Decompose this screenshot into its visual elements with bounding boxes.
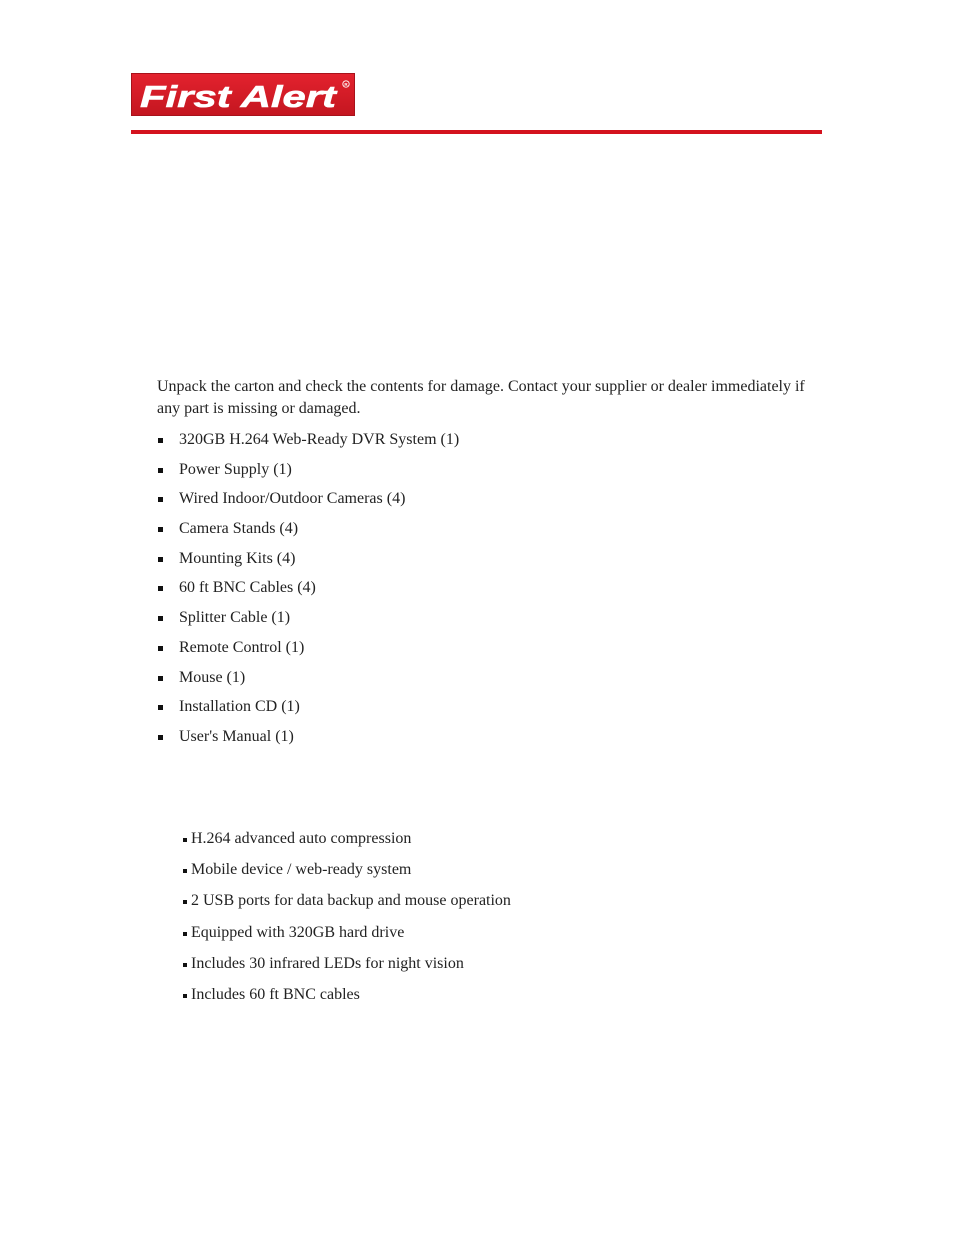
bullet-square-icon bbox=[158, 497, 163, 502]
first-alert-logo bbox=[131, 73, 355, 116]
bullet-square-icon bbox=[158, 468, 163, 473]
logo-wordmark bbox=[132, 74, 354, 115]
list-item: Mounting Kits (4) bbox=[157, 548, 459, 578]
svg-text:R: R bbox=[344, 82, 348, 87]
list-item: Splitter Cable (1) bbox=[157, 607, 459, 637]
list-item: Installation CD (1) bbox=[157, 696, 459, 726]
list-item: Equipped with 320GB hard drive bbox=[181, 922, 511, 953]
bullet-square-icon bbox=[158, 438, 163, 443]
bullet-square-icon bbox=[183, 963, 187, 967]
package-contents-list bbox=[157, 429, 459, 756]
list-item: Power Supply (1) bbox=[157, 459, 459, 489]
list-item: H.264 advanced auto compression bbox=[181, 828, 511, 859]
bullet-square-icon bbox=[183, 932, 187, 936]
bullet-square-icon bbox=[183, 869, 187, 873]
bullet-square-icon bbox=[183, 900, 187, 904]
intro-paragraph: Unpack the carton and check the contents for damage. Contact your supplier or dealer immediately if any part is missing or damaged. bbox=[157, 378, 805, 417]
list-item: Remote Control (1) bbox=[157, 637, 459, 667]
list-item: 2 USB ports for data backup and mouse operation bbox=[181, 890, 511, 921]
bullet-square-icon bbox=[158, 705, 163, 710]
header-divider bbox=[131, 130, 822, 134]
list-item: Mouse (1) bbox=[157, 667, 459, 697]
bullet-square-icon bbox=[183, 994, 187, 998]
list-item: Wired Indoor/Outdoor Cameras (4) bbox=[157, 488, 459, 518]
list-item: Includes 30 infrared LEDs for night vision bbox=[181, 953, 511, 984]
bullet-square-icon bbox=[158, 586, 163, 591]
list-item: 60 ft BNC Cables (4) bbox=[157, 577, 459, 607]
bullet-square-icon bbox=[183, 838, 187, 842]
list-item: 320GB H.264 Web-Ready DVR System (1) bbox=[157, 429, 459, 459]
bullet-square-icon bbox=[158, 557, 163, 562]
list-item: Mobile device / web-ready system bbox=[181, 859, 511, 890]
bullet-square-icon bbox=[158, 527, 163, 532]
features-list bbox=[181, 828, 511, 1015]
bullet-square-icon bbox=[158, 676, 163, 681]
bullet-square-icon bbox=[158, 735, 163, 740]
logo-text: First Alert bbox=[140, 79, 339, 114]
bullet-square-icon bbox=[158, 646, 163, 651]
list-item: Camera Stands (4) bbox=[157, 518, 459, 548]
bullet-square-icon bbox=[158, 616, 163, 621]
list-item: Includes 60 ft BNC cables bbox=[181, 984, 511, 1015]
list-item: User's Manual (1) bbox=[157, 726, 459, 756]
